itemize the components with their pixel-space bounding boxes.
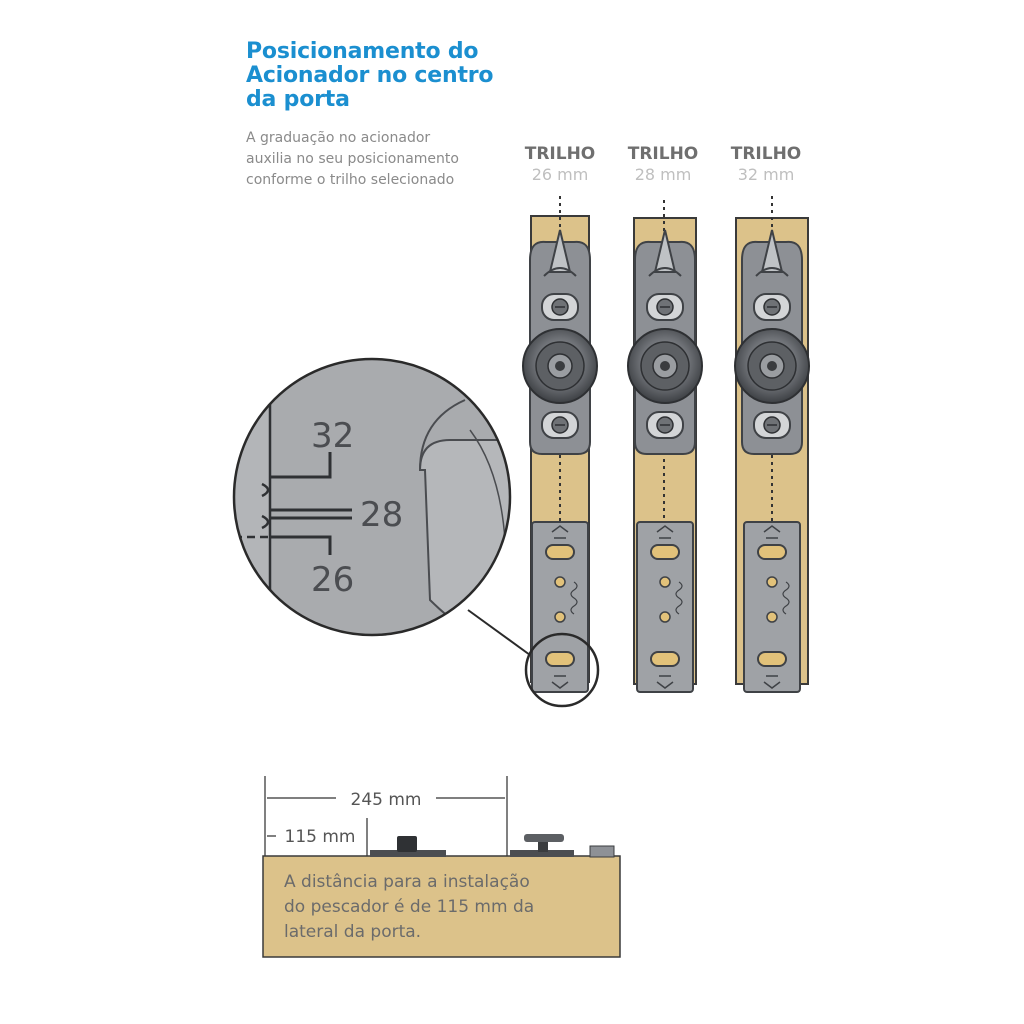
rail-28 <box>628 200 702 692</box>
rail-size: 28 mm <box>634 165 692 184</box>
zoom-mark-28: 28 <box>360 495 404 535</box>
zoom-detail <box>234 359 520 640</box>
rail-size: 32 mm <box>737 165 795 184</box>
zoom-mark-26: 26 <box>311 560 355 600</box>
rail-size: 26 mm <box>531 165 589 184</box>
zoom-mark-32: 32 <box>311 416 355 456</box>
installation-note: A distância para a instalação do pescador é de 115 mm da lateral da porta. <box>284 872 535 942</box>
rail-26 <box>523 196 597 692</box>
side-view-dimensions <box>265 776 507 858</box>
zoom-leader-line <box>468 610 530 655</box>
dimension-115: 115 mm <box>284 827 356 847</box>
page-subtitle: A graduação no acionador auxilia no seu posicionamento conforme o trilho selecionado <box>246 130 459 188</box>
rail-name: TRILHO <box>730 144 802 164</box>
rail-32 <box>735 196 809 692</box>
page-title: Posicionamento do Acionador no centro da porta <box>246 39 494 112</box>
rail-name: TRILHO <box>524 144 596 164</box>
rail-name: TRILHO <box>627 144 699 164</box>
dimension-245: 245 mm <box>350 790 422 810</box>
